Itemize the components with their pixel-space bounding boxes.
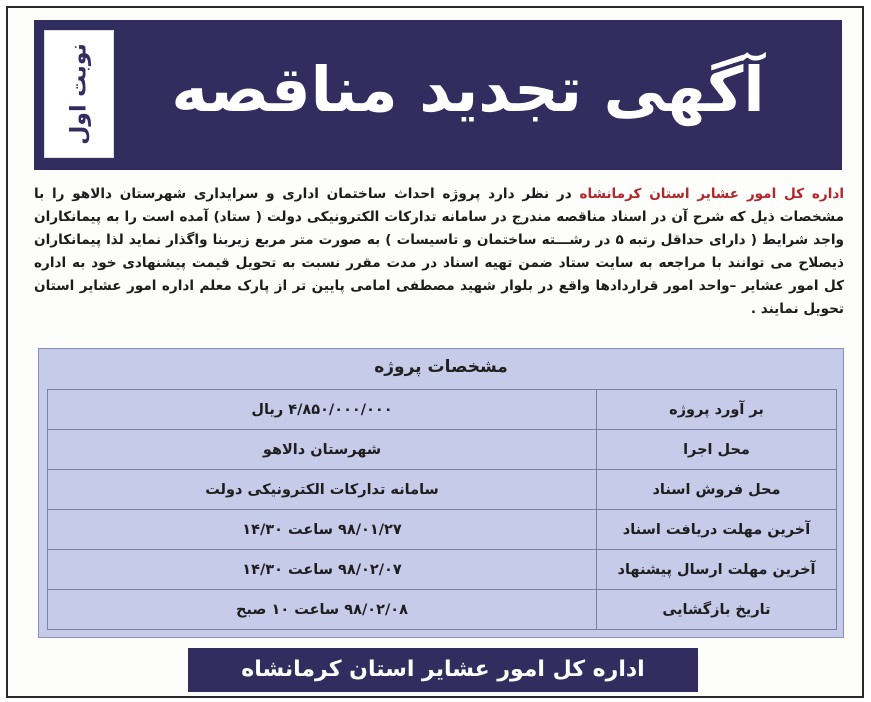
turn-badge	[44, 30, 114, 158]
row-label: محل فروش اسناد	[597, 470, 837, 510]
row-label: تاریخ بازگشایی	[597, 590, 837, 630]
intro-body: در نظر دارد پروژه احداث ساختمان اداری و سرایداری شهرستان دالاهو را با مشخصات ذیل که شرح آن در اسناد مناقصه مندرج در سامانه تدارکات الکترونیکی دولت ( ستاد) آمده است را به پیمانکاران واجد شرایط ( دارای حداقل رتبه ۵ در رشـــته ساختمان و تاسیسات ) به صورت متر مربع زیربنا واگذار نماید لذا پیمانکاران ذیصلاح می توانند با مراجعه به سایت ستاد ضمن تهیه اسناد در مدت مقرر نسبت به تحویل قیمت پیشنهادی خود به اداره کل امور عشایر –واحد امور قراردادها واقع در بلوار شهید مصطفی امامی پایین تر از پارک معلم اداره امور عشایر استان تحویل نمایند .	[34, 186, 844, 317]
intro-paragraph	[34, 183, 844, 321]
table-row	[48, 550, 837, 590]
project-spec-panel	[38, 348, 844, 638]
table-row	[48, 510, 837, 550]
row-value: سامانه تدارکات الکترونیکی دولت	[48, 470, 597, 510]
organization-name: اداره کل امور عشایر استان کرمانشاه	[579, 186, 844, 202]
table-row	[48, 470, 837, 510]
row-value: ۹۸/۰۱/۲۷ ساعت ۱۴/۳۰	[48, 510, 597, 550]
row-label: آخرین مهلت دریافت اسناد	[597, 510, 837, 550]
table-row	[48, 390, 837, 430]
footer-banner: اداره کل امور عشایر استان کرمانشاه	[188, 648, 698, 692]
page-title: آگهی تجدید مناقصه	[171, 53, 765, 126]
row-label: آخرین مهلت ارسال پیشنهاد	[597, 550, 837, 590]
row-value: شهرستان دالاهو	[48, 430, 597, 470]
advertisement-frame	[6, 6, 864, 698]
table-row	[48, 590, 837, 630]
spec-title: مشخصات پروژه	[374, 357, 508, 377]
row-value: ۹۸/۰۲/۰۷ ساعت ۱۴/۳۰	[48, 550, 597, 590]
row-label: محل اجرا	[597, 430, 837, 470]
header-banner	[34, 20, 842, 170]
turn-label: نوبت اول	[66, 43, 92, 145]
row-value: ۴/۸۵۰/۰۰۰/۰۰۰ ریال	[48, 390, 597, 430]
row-label: بر آورد پروژه	[597, 390, 837, 430]
spec-table	[47, 389, 837, 630]
row-value: ۹۸/۰۲/۰۸ ساعت ۱۰ صبح	[48, 590, 597, 630]
table-row	[48, 430, 837, 470]
